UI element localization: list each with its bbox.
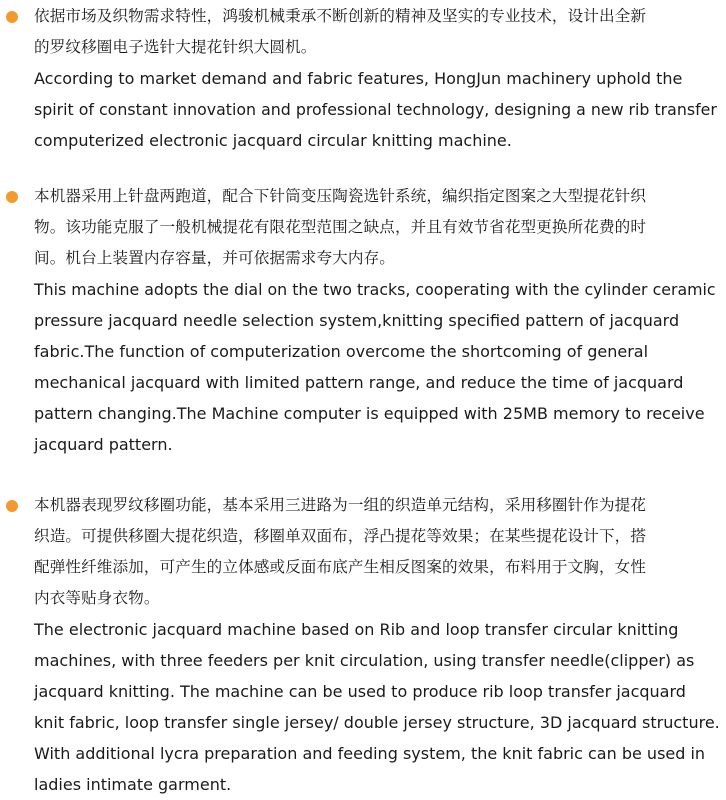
bullet-dot-icon xyxy=(6,500,18,512)
english-text-line: fabric.The function of computerization overcome the shortcoming of general xyxy=(34,342,649,361)
chinese-text-line: 内衣等贴身衣物。 xyxy=(34,589,160,607)
chinese-text-line: 配弹性纤维添加，可产生的立体感或反面布底产生相反图案的效果，布料用于文胸，女性 xyxy=(34,558,647,576)
feature-text xyxy=(34,181,722,460)
chinese-text-line: 本机器采用上针盘两跑道，配合下针筒变压陶瓷选针系统，编织指定图案之大型提花针织 xyxy=(34,187,647,205)
english-text-line: ladies intimate garment. xyxy=(34,775,232,794)
english-text-line: According to market demand and fabric features, HongJun machinery uphold the xyxy=(34,69,683,88)
english-text-line: With additional lycra preparation and feeding system, the knit fabric can be used in xyxy=(34,744,706,763)
feature-text xyxy=(34,490,722,800)
bullet-dot-icon xyxy=(6,191,18,203)
chinese-text-line: 织造。可提供移圈大提花织造，移圈单双面布，浮凸提花等效果；在某些提花设计下，搭 xyxy=(34,527,647,545)
english-text-line: spirit of constant innovation and professional technology, designing a new rib transfer xyxy=(34,100,717,119)
chinese-text-line: 的罗纹移圈电子选针大提花针织大圆机。 xyxy=(34,38,317,56)
english-text-line: This machine adopts the dial on the two tracks, cooperating with the cylinder ceramic xyxy=(34,280,716,299)
chinese-text-line: 本机器表现罗纹移圈功能，基本采用三进路为一组的织造单元结构，采用移圈针作为提花 xyxy=(34,496,647,514)
english-text-line: machines, with three feeders per knit circulation, using transfer needle(clipper) as xyxy=(34,651,695,670)
english-text-line: jacquard knitting. The machine can be used to produce rib loop transfer jacquard xyxy=(34,682,686,701)
chinese-text-line: 物。该功能克服了一般机械提花有限花型范围之缺点，并且有效节省花型更换所花费的时 xyxy=(34,218,647,236)
english-text-line: The electronic jacquard machine based on Rib and loop transfer circular knitting xyxy=(34,620,679,639)
english-text-line: pattern changing.The Machine computer is equipped with 25MB memory to receive xyxy=(34,404,705,423)
english-text-line: knit fabric, loop transfer single jersey/ double jersey structure, 3D jacquard structure. xyxy=(34,713,720,732)
bullet-dot-icon xyxy=(6,11,18,23)
english-text-line: jacquard pattern. xyxy=(34,435,173,454)
chinese-text-line: 依据市场及织物需求特性，鸿骏机械秉承不断创新的精神及坚实的专业技术，设计出全新 xyxy=(34,7,647,25)
chinese-text-line: 间。机台上装置内存容量，并可依据需求夸大内存。 xyxy=(34,249,395,267)
feature-text xyxy=(34,1,722,156)
english-text-line: computerized electronic jacquard circular knitting machine. xyxy=(34,131,512,150)
english-text-line: mechanical jacquard with limited pattern range, and reduce the time of jacquard xyxy=(34,373,684,392)
english-text-line: pressure jacquard needle selection system,knitting specified pattern of jacquard xyxy=(34,311,680,330)
